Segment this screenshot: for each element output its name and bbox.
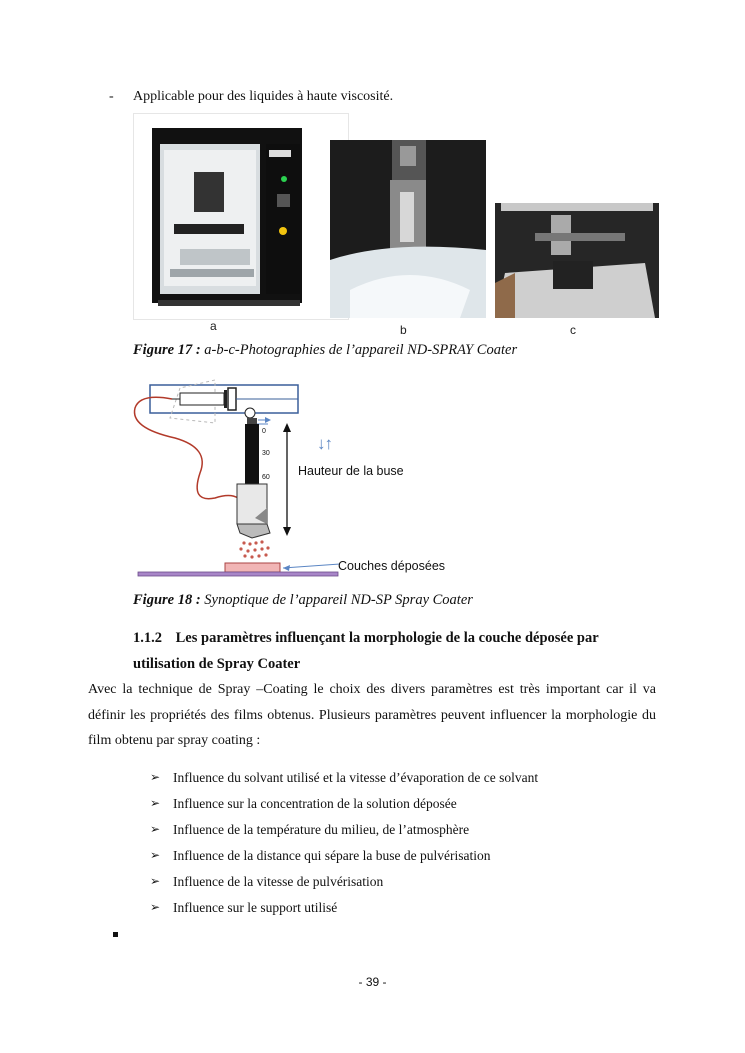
arrow-bullet-icon: ➢ [150, 796, 161, 810]
arrow-bullet-icon: ➢ [150, 848, 161, 862]
photo-label-c: c [570, 323, 576, 337]
section-heading [133, 630, 599, 647]
intro-text: Applicable pour des liquides à haute viscosité. [133, 89, 394, 104]
figure18-caption-prefix: Figure 18 : [133, 592, 201, 608]
page-number: - 39 - [358, 975, 387, 989]
body-paragraph: Avec la technique de Spray –Coating le choix des divers paramètres est très important car il va définir les propriétés des films obtenus. Plusieurs paramètres peuvent influencer la morphologie du film obtenu par spray coating : [88, 682, 656, 748]
pivot-ring [245, 408, 255, 418]
section-number: 1.1.2 [133, 630, 162, 646]
figure17-caption [133, 342, 517, 359]
figure18-diagram [120, 368, 480, 583]
figure17-caption-prefix: Figure 17 : [133, 342, 201, 358]
up-down-arrows: ↓↑ [317, 434, 332, 453]
nozzle-column [245, 424, 259, 484]
section-title-line1: Les paramètres influençant la morphologie de la couche déposée par [175, 630, 599, 646]
substrate [138, 572, 338, 576]
photo-b [330, 140, 486, 318]
scale-tick-30: 30 [262, 450, 270, 457]
dash-marker: - [109, 89, 114, 104]
photo-a [133, 113, 349, 320]
photo-c [495, 203, 659, 318]
arrow-bullet-icon: ➢ [150, 822, 161, 836]
square-bullet-icon [113, 932, 118, 937]
photo-label-b: b [400, 323, 407, 337]
deposited-layer [225, 563, 280, 572]
photo-label-a: a [210, 319, 217, 333]
scale-tick-60: 60 [262, 474, 270, 481]
scale-tick-0: 0 [262, 428, 266, 435]
syringe-barrel [180, 393, 224, 405]
figure18-caption [133, 592, 473, 609]
height-label: Hauteur de la buse [298, 464, 404, 478]
layers-label: Couches déposées [338, 559, 446, 573]
arrow-bullet-icon: ➢ [150, 874, 161, 888]
arrow-bullet-icon: ➢ [150, 900, 161, 914]
figure17-caption-text: a-b-c-Photographies de l’appareil ND-SPRAY Coater [204, 342, 518, 358]
section-heading-line2: utilisation de Spray Coater [133, 656, 301, 672]
arrow-bullet-icon: ➢ [150, 770, 161, 784]
spray-dots [239, 540, 269, 558]
figure18-caption-text: Synoptique de l’appareil ND-SP Spray Coater [204, 592, 473, 608]
